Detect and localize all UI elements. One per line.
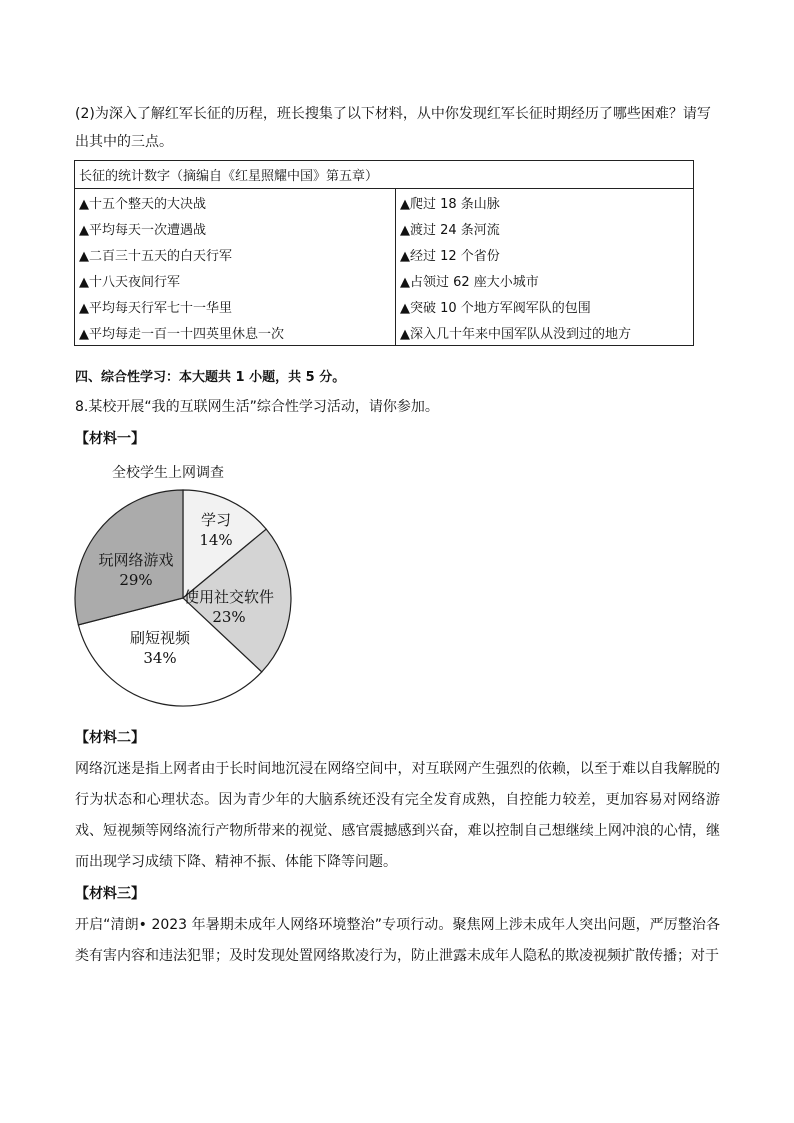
table-cell-right: ▲爬过 18 条山脉 [396, 189, 694, 216]
material-2-label: 【材料二】 [75, 730, 145, 746]
slice-value-label: 23% [212, 608, 246, 626]
table-row [75, 319, 694, 346]
slice-label: 玩网络游戏 [98, 551, 174, 569]
table-cell-left: ▲十八天夜间行军 [75, 267, 396, 293]
table-row [75, 293, 694, 319]
long-march-stats-table [74, 160, 694, 346]
table-cell-right: ▲突破 10 个地方军阀军队的包围 [396, 293, 694, 319]
table-row [75, 189, 694, 216]
table-cell-left: ▲十五个整天的大决战 [75, 189, 396, 216]
table-cell-right: ▲占领过 62 座大小城市 [396, 267, 694, 293]
slice-label: 使用社交软件 [183, 588, 275, 606]
table-cell-right: ▲经过 12 个省份 [396, 241, 694, 267]
slice-value-label: 14% [199, 531, 233, 549]
material-3-text: 开启“清朗• 2023 年暑期未成年人网络环境整治”专项行动。聚焦网上涉未成年人突出问题，严厉整治各类有害内容和违法犯罪；及时发现处置网络欺凌行为，防止泄露未成年人隐私的欺凌视频扩散传播；对于 [75, 917, 720, 964]
table-cell-left: ▲平均每天一次遭遇战 [75, 215, 396, 241]
table-row [75, 241, 694, 267]
table-cell-left: ▲平均每走一百一十四英里休息一次 [75, 319, 396, 346]
question-2-intro: (2)为深入了解红军长征的历程，班长搜集了以下材料，从中你发现红军长征时期经历了哪些困难？请写出其中的三点。 [75, 106, 711, 150]
table-caption: 长征的统计数字（摘编自《红星照耀中国》第五章） [75, 161, 694, 189]
chart-title: 全校学生上网调查 [112, 465, 224, 481]
table-cell-right: ▲渡过 24 条河流 [396, 215, 694, 241]
table-cell-right: ▲深入几十年来中国军队从没到过的地方 [396, 319, 694, 346]
slice-label: 学习 [200, 511, 232, 529]
table-row [75, 215, 694, 241]
pie-chart [70, 485, 310, 715]
question-8: 8.某校开展“我的互联网生活”综合性学习活动，请你参加。 [75, 399, 439, 415]
table-cell-left: ▲平均每天行军七十一华里 [75, 293, 396, 319]
table-row [75, 267, 694, 293]
material-1-label: 【材料一】 [75, 431, 145, 447]
slice-value-label: 29% [119, 571, 153, 589]
table-cell-left: ▲二百三十五天的白天行军 [75, 241, 396, 267]
material-2-text: 网络沉迷是指上网者由于长时间地沉浸在网络空间中，对互联网产生强烈的依赖，以至于难以自我解脱的行为状态和心理状态。因为青少年的大脑系统还没有完全发育成熟，自控能力较差，更加容易对网络游戏、短视频等网络流行产物所带来的视觉、感官震撼感到兴奋，难以控制自己想继续上网冲浪的心情，继而出现学习成绩下降、精神不振、体能下降等问题。 [75, 761, 720, 870]
section-heading: 四、综合性学习：本大题共 1 小题，共 5 分。 [75, 370, 346, 385]
slice-label: 刷短视频 [129, 629, 191, 647]
material-3-label: 【材料三】 [75, 886, 145, 902]
slice-value-label: 34% [143, 649, 177, 667]
